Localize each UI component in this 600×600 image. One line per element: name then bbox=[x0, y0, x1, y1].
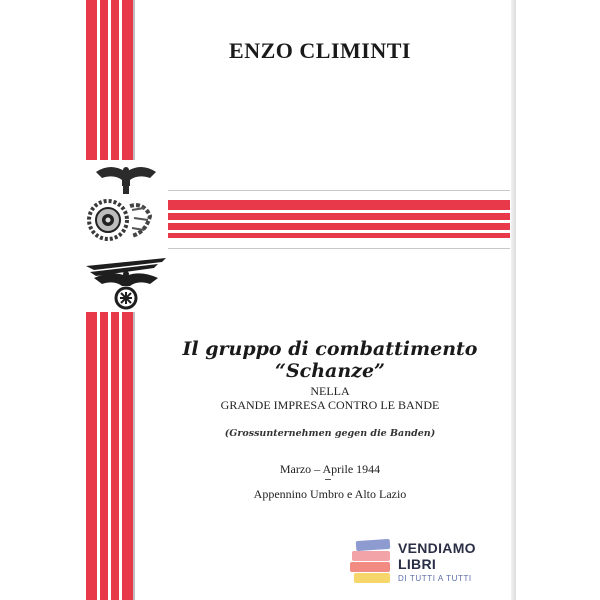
horizontal-rule-top bbox=[168, 190, 510, 191]
military-emblem-icon bbox=[86, 158, 166, 314]
vertical-stripes-bottom bbox=[86, 312, 135, 600]
stripe-edge-top bbox=[133, 0, 135, 160]
logo-text-2: LIBRI bbox=[398, 556, 437, 572]
stripe-edge-bottom bbox=[133, 312, 135, 600]
book-stack-icon bbox=[350, 540, 392, 584]
divider-dash bbox=[325, 479, 331, 480]
horizontal-stripes bbox=[168, 200, 510, 238]
oak-wreath-icon bbox=[89, 201, 150, 239]
vertical-stripes-top bbox=[86, 0, 135, 160]
location: Appennino Umbro e Alto Lazio bbox=[253, 487, 407, 501]
book-title: Il gruppo di combattimento “Schanze” bbox=[182, 338, 478, 382]
date-range: Marzo – Aprile 1944 bbox=[279, 462, 381, 476]
author-name: ENZO CLIMINTI bbox=[229, 38, 411, 63]
logo-text-1: VENDIAMO bbox=[398, 540, 476, 556]
logo-tagline: DI TUTTI A TUTTI bbox=[398, 574, 472, 583]
german-subtitle: (Grossunternehmen gegen die Banden) bbox=[224, 428, 436, 439]
subtitle-line-1: NELLA bbox=[310, 384, 350, 398]
subtitle-line-2: GRANDE IMPRESA CONTRO LE BANDE bbox=[220, 398, 440, 412]
horizontal-rule-bottom bbox=[168, 248, 510, 249]
page-edge bbox=[511, 0, 516, 600]
eagle-icon bbox=[86, 258, 166, 308]
eagle-icon bbox=[96, 167, 156, 194]
bookstore-logo-icon bbox=[350, 538, 490, 588]
